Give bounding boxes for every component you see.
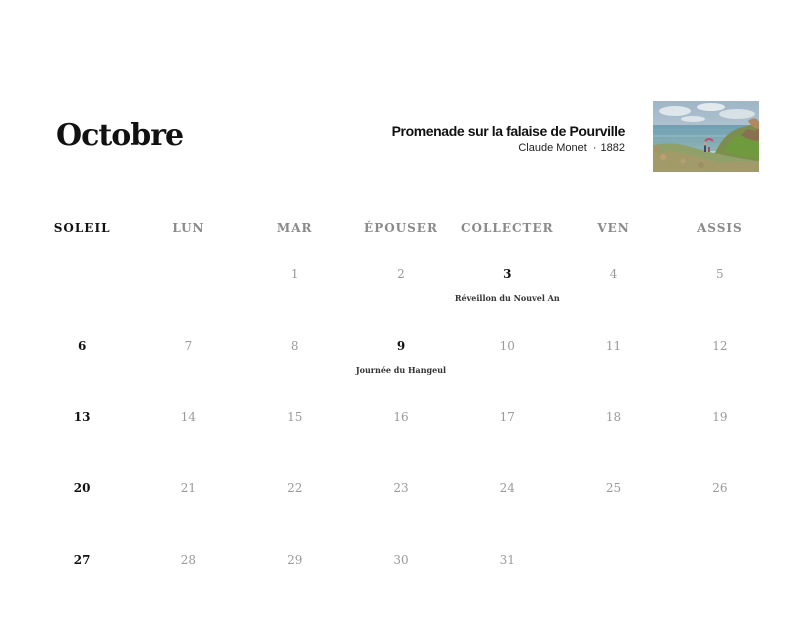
day-number: 31	[499, 553, 515, 567]
weekday-tuesday: MAR	[276, 221, 313, 235]
artwork-year: 1882	[600, 142, 625, 154]
day-cell	[667, 552, 773, 612]
day-cell	[242, 480, 348, 540]
artwork-painting-image	[653, 101, 759, 172]
weekday-monday: LUN	[172, 221, 205, 235]
day-number: 5	[716, 267, 724, 281]
day-cell	[348, 480, 454, 540]
day-cell	[667, 266, 773, 326]
day-number: 25	[605, 481, 622, 495]
day-number: 22	[287, 481, 303, 495]
day-cell	[29, 480, 135, 540]
day-cell	[560, 266, 666, 326]
day-cell-holiday	[348, 338, 454, 398]
day-cell	[29, 266, 135, 326]
week-row	[29, 409, 773, 469]
artwork-title: Promenade sur la falaise de Pourville	[391, 123, 625, 139]
day-number: 4	[609, 267, 618, 281]
day-number: 10	[499, 339, 515, 353]
painting-illustration	[653, 101, 759, 172]
day-cell	[454, 552, 560, 612]
day-number: 14	[180, 410, 197, 424]
day-number: 2	[397, 267, 405, 281]
day-cell-holiday	[454, 266, 560, 326]
day-number: 26	[712, 481, 728, 495]
day-number: 28	[180, 553, 197, 567]
weekday-thursday: COLLECTER	[460, 221, 554, 235]
weekday-sunday: SOLEIL	[53, 221, 111, 235]
artwork-caption	[392, 122, 625, 155]
day-cell	[560, 338, 666, 398]
holiday-label: Journée du Hangeul	[355, 365, 447, 375]
day-number: 17	[499, 410, 515, 424]
weekday-saturday: ASSIS	[697, 221, 743, 235]
day-cell	[560, 552, 666, 612]
day-number: 9	[396, 339, 406, 353]
day-number: 3	[503, 267, 512, 281]
day-cell	[454, 338, 560, 398]
day-number: 23	[393, 481, 409, 495]
day-number: 21	[180, 481, 197, 495]
holiday-label: Réveillon du Nouvel An	[454, 293, 560, 303]
artwork-artist: Claude Monet	[518, 142, 587, 154]
day-cell	[454, 480, 560, 540]
day-cell	[560, 480, 666, 540]
day-cell	[667, 480, 773, 540]
day-cell	[348, 552, 454, 612]
day-cell	[29, 338, 135, 398]
artwork-meta	[392, 141, 625, 155]
day-number: 19	[712, 410, 728, 424]
day-cell	[135, 552, 241, 612]
weekday-header-row	[29, 219, 773, 237]
day-number: 30	[393, 553, 409, 567]
day-cell	[667, 409, 773, 469]
day-cell	[135, 338, 241, 398]
month-title: Octobre	[56, 118, 184, 153]
day-number: 18	[605, 410, 622, 424]
day-cell	[560, 409, 666, 469]
day-cell	[135, 409, 241, 469]
day-cell	[242, 338, 348, 398]
day-cell	[29, 552, 135, 612]
artwork-separator: ·	[592, 142, 597, 154]
week-row	[29, 480, 773, 540]
day-number: 20	[73, 481, 91, 495]
day-number: 1	[290, 267, 299, 281]
day-number: 27	[73, 553, 91, 567]
day-cell	[135, 266, 241, 326]
day-number: 13	[73, 410, 91, 424]
day-cell	[242, 409, 348, 469]
weekday-friday: VEN	[597, 221, 630, 235]
day-number: 29	[287, 553, 303, 567]
day-number: 16	[393, 410, 409, 424]
day-number: 11	[605, 339, 622, 353]
day-cell	[242, 552, 348, 612]
day-cell	[348, 409, 454, 469]
day-number: 12	[712, 339, 728, 353]
week-row	[29, 266, 773, 326]
day-cell	[454, 409, 560, 469]
day-number: 7	[184, 339, 193, 353]
day-number: 8	[290, 339, 299, 353]
day-number: 15	[287, 410, 303, 424]
day-cell	[242, 266, 348, 326]
day-cell	[135, 480, 241, 540]
day-number: 24	[499, 481, 515, 495]
day-cell	[667, 338, 773, 398]
weekday-wednesday: ÉPOUSER	[364, 221, 438, 235]
week-row	[29, 552, 773, 612]
week-row	[29, 338, 773, 398]
day-cell	[348, 266, 454, 326]
day-number: 6	[77, 339, 87, 353]
day-cell	[29, 409, 135, 469]
